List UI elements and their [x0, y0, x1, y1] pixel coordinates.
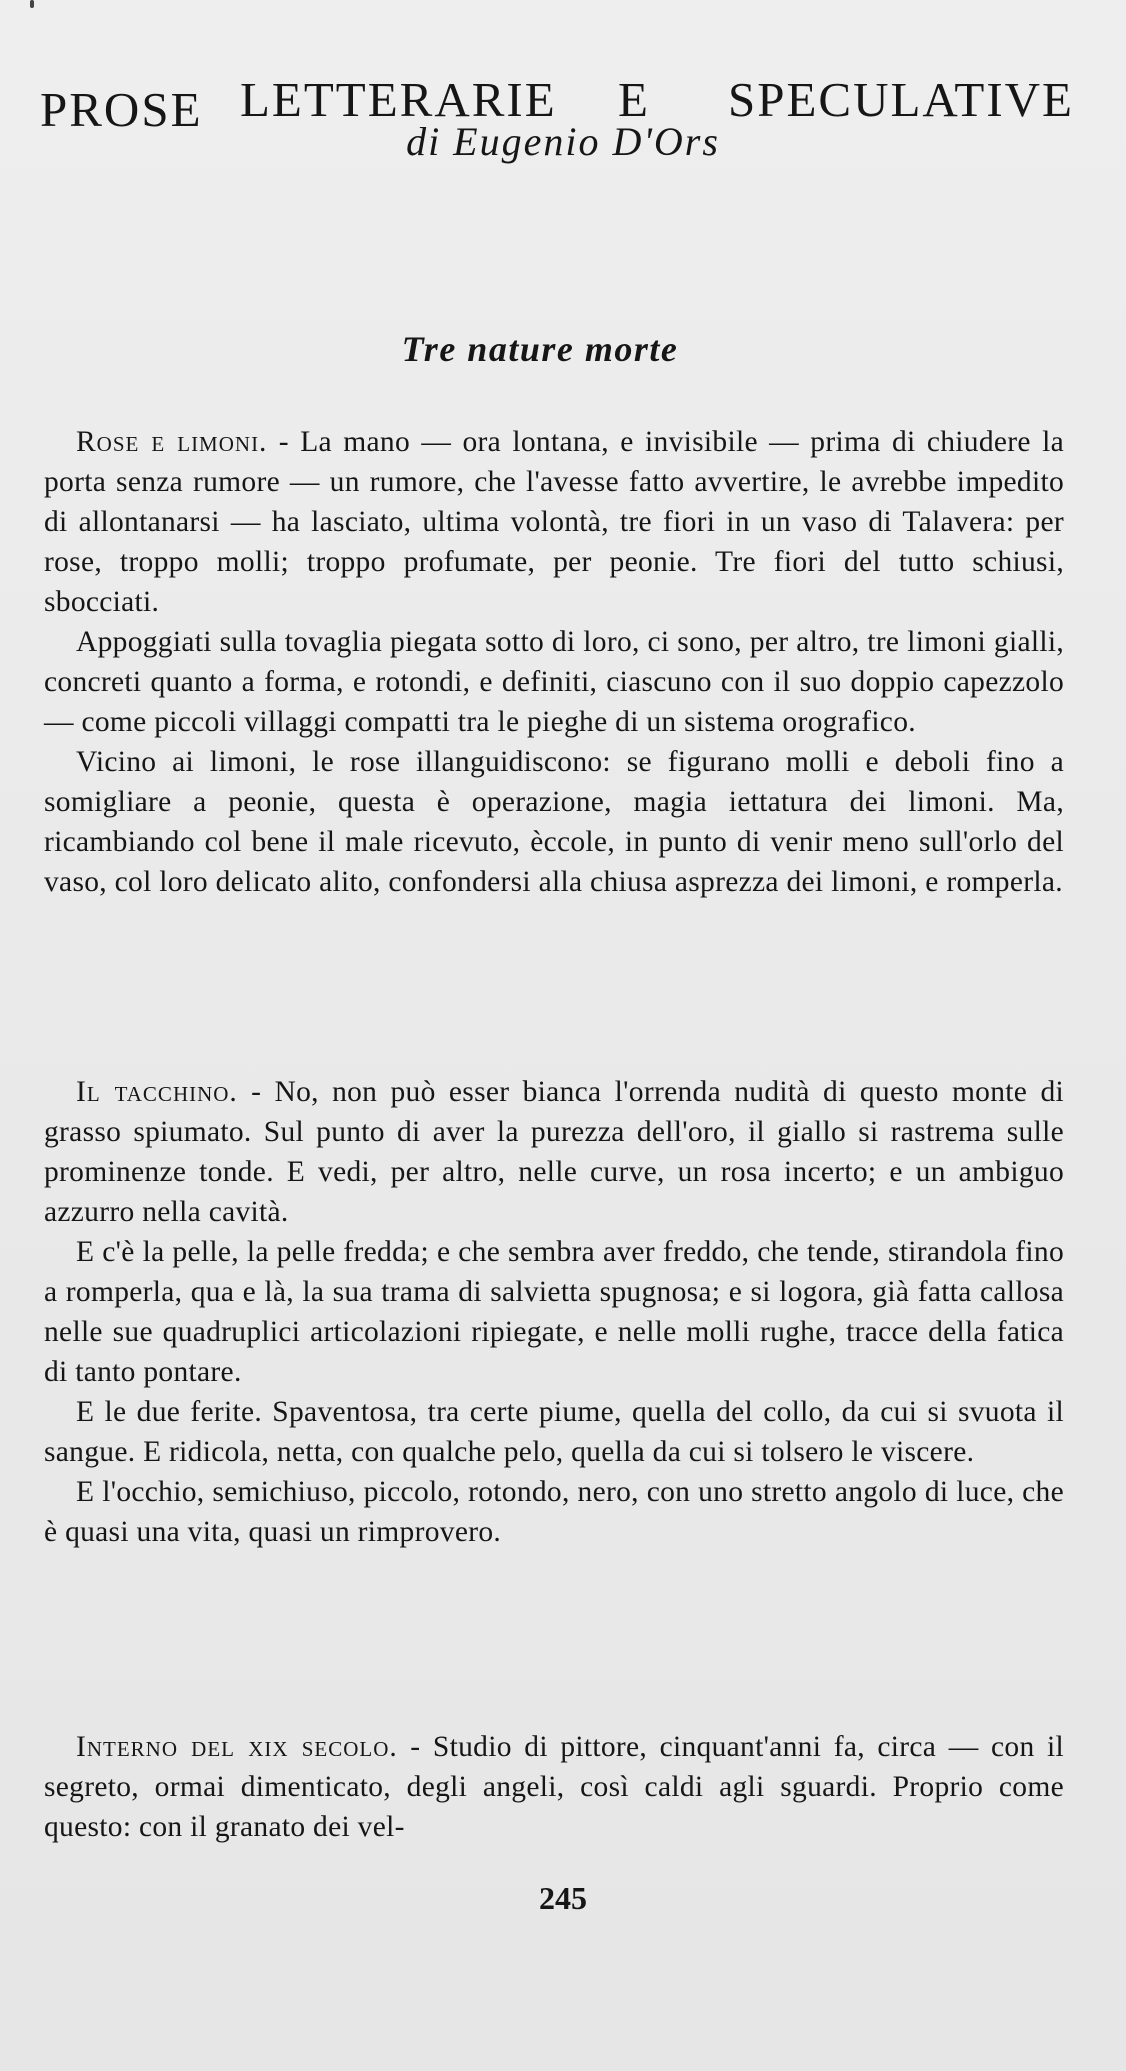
page-number: 245 [539, 1880, 587, 1916]
piece-heading: Interno del xix secolo. [76, 1731, 398, 1763]
piece-rose-e-limoni [44, 422, 1064, 902]
title-word: LETTERARIE [240, 71, 557, 127]
paragraph-text: - La mano — ora lontana, e invisibile — prima di chiudere la porta senza rumore — un rumore, che l'avesse fatto avvertire, le avrebbe impedito di allontanarsi — ha lasciato, ultima volontà, tre fiori in un vaso di Talavera: per rose, troppo molli; troppo profumate, per peonie. Tre fiori del tutto schiusi, sbocciati. [44, 426, 1064, 618]
piece-il-tacchino [44, 1072, 1064, 1552]
paragraph: Vicino ai limoni, le rose illanguidiscono: se figurano molli e deboli fino a somigliare a peonie, questa è operazione, magia iettatura dei limoni. Ma, ricambiando col bene il male ricevuto, èccole, in punto di venir meno sull'orlo del vaso, col loro delicato alito, confondersi alla chiusa asprezza dei limoni, e romperla. [44, 746, 1064, 898]
paragraph-text: - Studio di pittore, cinquant'anni fa, circa — con il segreto, ormai dimenticato, degli angeli, così caldi agli sguardi. Proprio come questo: con il granato dei vel- [44, 1731, 1064, 1843]
paragraph: E c'è la pelle, la pelle fredda; e che sembra aver freddo, che tende, stirandola fino a romperla, qua e là, la sua trama di salvietta spugnosa; e si logora, già fatta callosa nelle sue quadruplici articolazioni ripiegate, e nelle molli rughe, tracce della fatica di tanto pontare. [44, 1236, 1064, 1388]
paragraph [44, 422, 1064, 622]
paragraph: E l'occhio, semichiuso, piccolo, rotondo, nero, con uno stretto angolo di luce, che è quasi una vita, quasi un rimprovero. [44, 1476, 1064, 1548]
paragraph-text: - No, non può esser bianca l'orrenda nudità di questo monte di grasso spiumato. Sul punto di aver la purezza dell'oro, il giallo si rastrema sulle prominenze tonde. E vedi, per altro, nelle curve, un rosa incerto; e un ambiguo azzurro nella cavità. [44, 1076, 1064, 1228]
paragraph: E le due ferite. Spaventosa, tra certe piume, quella del collo, da cui si svuota il sangue. E ridicola, netta, con qualche pelo, quella da cui si tolsero le viscere. [44, 1396, 1064, 1468]
title-word: PROSE [40, 81, 203, 137]
author-line: di Eugenio D'Ors [406, 119, 720, 164]
piece-interno-del-xix-secolo [44, 1727, 1064, 1847]
ink-speck [30, 0, 34, 8]
title-word: E [618, 71, 650, 127]
title-word: SPECULATIVE [728, 71, 1074, 127]
paragraph: Appoggiati sulla tovaglia piegata sotto di loro, ci sono, per altro, tre limoni gialli, concreti quanto a forma, e rotondi, e definiti, ciascuno con il suo doppio capezzolo — come piccoli villaggi compatti tra le pieghe di un sistema orografico. [44, 626, 1064, 738]
paragraph [44, 1072, 1064, 1232]
section-title: Tre nature morte [401, 329, 679, 369]
piece-heading: Il tacchino. [76, 1076, 238, 1108]
piece-heading: Rose e limoni. [76, 426, 268, 458]
paragraph [44, 1727, 1064, 1847]
